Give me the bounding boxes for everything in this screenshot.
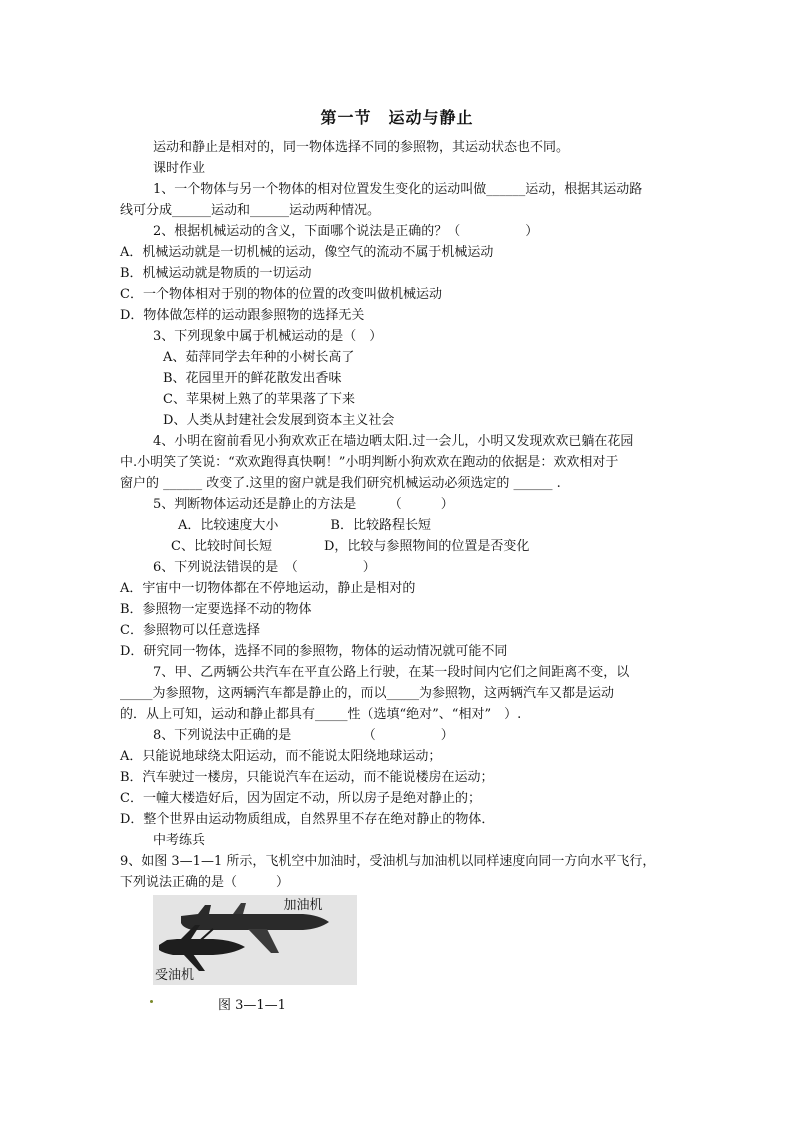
figure-caption: 图 3—1—1 <box>218 998 286 1013</box>
q8-option-d: D．整个世界由运动物质组成，自然界里不存在绝对静止的物体． <box>120 812 495 827</box>
intro-text: 运动和静止是相对的，同一物体选择不同的参照物，其运动状态也不同。 <box>153 140 570 155</box>
q3-option-d: D、人类从封建社会发展到资本主义社会 <box>163 413 395 428</box>
q6-option-d: D．研究同一物体，选择不同的参照物，物体的运动情况就可能不同 <box>120 644 508 659</box>
q4-line-1: 4、小明在窗前看见小狗欢欢正在墙边晒太阳.过一会儿，小明又发现欢欢已躺在花园 <box>153 434 634 449</box>
q9-line-1: 9、如图 3—1—1 所示，飞机空中加油时，受油机与加油机以同样速度向同一方向水平飞行， <box>120 854 656 869</box>
q1-line-2: 线可分成______运动和______运动两种情况。 <box>120 203 381 218</box>
stray-dot <box>150 1000 153 1003</box>
q3-option-c: C、苹果树上熟了的苹果落了下来 <box>163 392 355 407</box>
page-title: 第一节 运动与静止 <box>320 108 474 127</box>
q3-option-b: B、花园里开的鲜花散发出香味 <box>163 371 342 386</box>
q6-option-b: B．参照物一定要选择不动的物体 <box>120 602 312 617</box>
q3-stem: 3、下列现象中属于机械运动的是（ ） <box>153 329 383 344</box>
q8-option-a: A．只能说地球绕太阳运动，而不能说太阳绕地球运动； <box>120 749 442 764</box>
q7-line-2: _____为参照物，这两辆汽车都是静止的，而以_____为参照物，这两辆汽车又都是运动 <box>120 686 615 701</box>
q5-options-ab: A．比较速度大小 B．比较路程长短 <box>178 518 431 533</box>
refueling-figure <box>153 895 357 985</box>
q7-line-1: 7、甲、乙两辆公共汽车在平直公路上行驶，在某一段时间内它们之间距离不变，以 <box>153 665 630 680</box>
q6-stem: 6、下列说法错误的是 （ ） <box>153 560 376 575</box>
q9-line-2: 下列说法正确的是（ ） <box>120 875 290 890</box>
q1-line-1: 1、一个物体与另一个物体的相对位置发生变化的运动叫做______运动，根据其运动路 <box>153 182 643 197</box>
section-label-homework: 课时作业 <box>153 161 206 176</box>
q4-line-3: 窗户的 ______ 改变了.这里的窗户就是我们研究机械运动必须选定的 ______ . <box>120 476 561 491</box>
tanker-label: 加油机 <box>283 898 323 913</box>
q2-option-c: C．一个物体相对于别的物体的位置的改变叫做机械运动 <box>120 287 442 302</box>
receiver-label: 受油机 <box>155 968 195 983</box>
q4-line-2: 中.小明笑了笑说：“欢欢跑得真快啊！”小明判断小狗欢欢在跑动的依据是：欢欢相对于 <box>120 455 619 470</box>
section-label-exam-practice: 中考练兵 <box>153 833 206 848</box>
q7-line-3: 的．从上可知，运动和静止都具有_____性（选填“绝对”、“相对” ）. <box>120 707 522 722</box>
q2-option-d: D．物体做怎样的运动跟参照物的选择无关 <box>120 308 365 323</box>
q8-stem: 8、下列说法中正确的是 （ ） <box>153 728 454 743</box>
q2-option-a: A．机械运动就是一切机械的运动，像空气的流动不属于机械运动 <box>120 245 494 260</box>
q8-option-b: B．汽车驶过一楼房，只能说汽车在运动，而不能说楼房在运动； <box>120 770 494 785</box>
q2-option-b: B．机械运动就是物质的一切运动 <box>120 266 312 281</box>
q6-option-a: A．宇宙中一切物体都在不停地运动，静止是相对的 <box>120 581 416 596</box>
q6-option-c: C．参照物可以任意选择 <box>120 623 260 638</box>
q5-stem: 5、判断物体运动还是静止的方法是 （ ） <box>153 497 454 512</box>
q8-option-c: C．一幢大楼造好后，因为固定不动，所以房子是绝对静止的； <box>120 791 481 806</box>
q5-options-cd: C、比较时间长短 D，比较与参照物间的位置是否变化 <box>171 539 530 554</box>
q2-stem: 2、根据机械运动的含义，下面哪个说法是正确的？（ ） <box>153 224 539 239</box>
q3-option-a: A、茹萍同学去年种的小树长高了 <box>163 350 355 365</box>
